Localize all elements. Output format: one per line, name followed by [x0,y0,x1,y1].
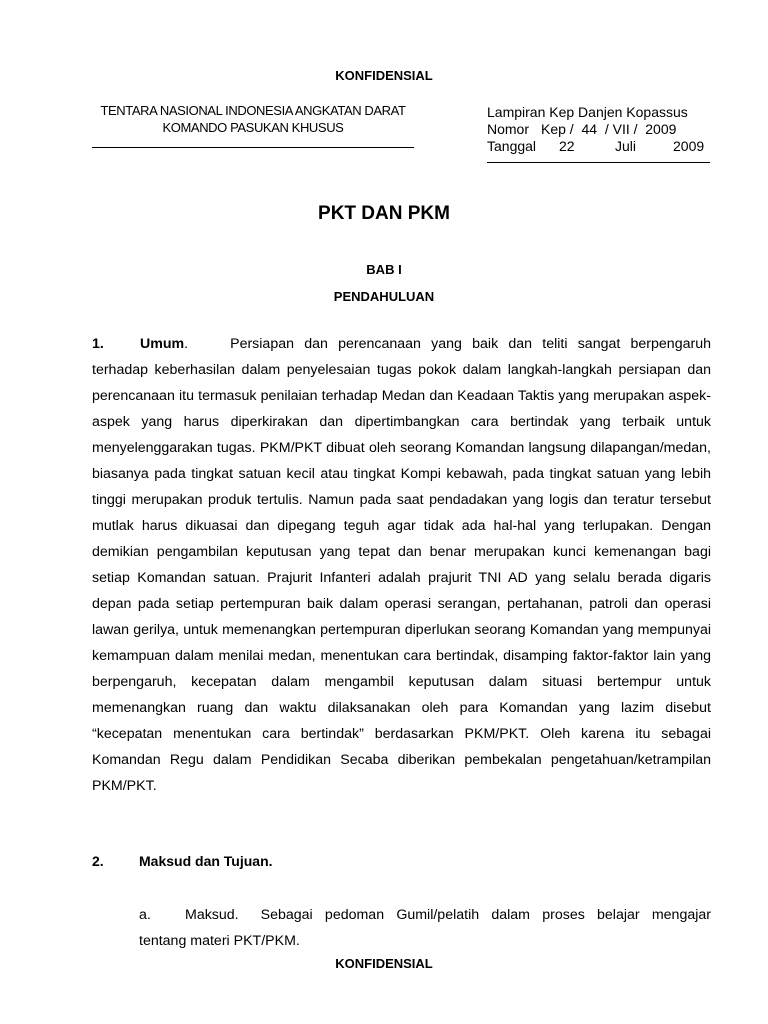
tanggal-row [487,138,704,155]
classification-bottom: KONFIDENSIAL [335,956,433,971]
section1-text: Persiapan dan perencanaan yang baik dan teliti sangat berpengaruh terhadap keberhasilan dalam penyelesaian tugas pokok dalam langkah-langkah persiapan dan perencanaan itu termasuk penilaian terhadap Medan dan Keadaan Taktis yang merupakan aspek-aspek yang harus diperkirakan dan dipertimbangkan cara bertindak yang terbaik untuk menyelenggarakan tugas. PKM/PKT dibuat oleh seorang Komandan langsung dilapangan/medan, biasanya pada tingkat satuan kecil atau tingkat Kompi kebawah, pada tingkat satuan yang lebih tinggi merupakan produk tertulis. Namun pada saat pendadakan yang logis dan teratur tersebut mutlak harus dikuasai dan dipegang teguh agar tidak ada hal-hal yang terlupakan. Dengan demikian pengambilan keputusan yang tepat dan benar merupakan kunci kemenangan bagi setiap Komandan satuan. Prajurit Infanteri adalah prajurit TNI AD yang selalu berada digaris depan pada setiap pertempuran baik dalam operasi serangan, pertahanan, patroli dan operasi lawan gerilya, untuk memenangkan pertempuran diperlukan seorang Komandan yang mempunyai kemampuan dalam menilai medan, menentukan cara bertindak, disamping faktor-faktor lain yang berpengaruh, kecepatan dalam mengambil keputusan dalam situasi bertempur untuk memenangkan ruang dan waktu dilaksanakan oleh para Komandan yang lazim disebut “kecepatan menentukan cara bertindak” berdasarkan PKM/PKT. Oleh karena itu sebagai Komandan Regu dalam Pendidikan Secaba diberikan pembekalan pengetahuan/ketrampilan PKM/PKT. [92,336,711,794]
section2-number: 2. [92,853,104,869]
nomor-label: Nomor [487,121,530,137]
item-a-heading: Maksud. [185,907,239,923]
section2-heading: Maksud dan Tujuan. [139,853,273,869]
lampiran-block [487,104,704,155]
item-a-letter: a. [139,907,151,923]
section1-heading: Umum [140,336,185,352]
nomor-row [487,121,704,138]
org-line2: KOMANDO PASUKAN KHUSUS [162,120,344,135]
tanggal-label: Tanggal [487,138,537,154]
tanggal-month: Juli [615,138,637,154]
chapter-number: BAB I [366,262,402,277]
classification-top: KONFIDENSIAL [335,68,433,83]
org-underline [92,147,414,148]
item-a-paragraph [139,902,711,954]
item-a-text: Sebagai pedoman Gumil/pelatih dalam proses belajar mengajar tentang materi PKT/PKM. [139,907,711,949]
lampiran-underline [487,162,710,163]
nomor-value: Kep / 44 / VII / 2009 [541,121,677,137]
tanggal-year: 2009 [673,138,705,154]
org-line1: TENTARA NASIONAL INDONESIA ANGKATAN DARAT [100,103,406,118]
chapter-title: PENDAHULUAN [333,289,435,304]
document-title: PKT DAN PKM [318,203,450,224]
org-header [92,102,414,136]
tanggal-day: 22 [559,138,575,154]
section2-heading-row [92,853,273,869]
lampiran-text: Lampiran Kep Danjen Kopassus [487,104,688,120]
section1-paragraph: 1. Umum. Persiapan dan perencanaan yang baik dan teliti sangat berpengaruh terhadap keberhasilan dalam penyelesaian tugas pokok dalam langkah-langkah persiapan dan perencanaan itu termasuk penilaian terhadap Medan dan Keadaan Taktis yang merupakan aspek-aspek yang harus diperkirakan dan dipertimbangkan cara bertindak yang terbaik untuk menyelenggarakan tugas. PKM/PKT dibuat oleh seorang Komandan langsung dilapangan/medan, biasanya pada tingkat satuan kecil atau tingkat Kompi kebawah, pada tingkat satuan yang lebih tinggi merupakan produk tertulis. Namun pada saat pendadakan yang logis dan teratur tersebut mutlak harus dikuasai dan dipegang teguh agar tidak ada hal-hal yang terlupakan. Dengan demikian pengambilan keputusan yang tepat dan benar merupakan kunci kemenangan bagi setiap Komandan satuan. Prajurit Infanteri adalah prajurit TNI AD yang selalu berada digaris depan pada setiap pertempuran baik dalam operasi serangan, pertahanan, patroli dan operasi lawan gerilya, untuk memenangkan pertempuran diperlukan seorang Komandan yang mempunyai kemampuan dalam menilai medan, menentukan cara bertindak, disamping faktor-faktor lain yang berpengaruh, kecepatan dalam mengambil keputusan dalam situasi bertempur untuk memenangkan ruang dan waktu dilaksanakan oleh para Komandan yang lazim disebut “kecepatan menentukan cara bertindak” berdasarkan PKM/PKT. Oleh karena itu sebagai Komandan Regu dalam Pendidikan Secaba diberikan pembekalan pengetahuan/ketrampilan PKM/PKT. [92,331,711,799]
section1-number: 1. [92,336,104,352]
